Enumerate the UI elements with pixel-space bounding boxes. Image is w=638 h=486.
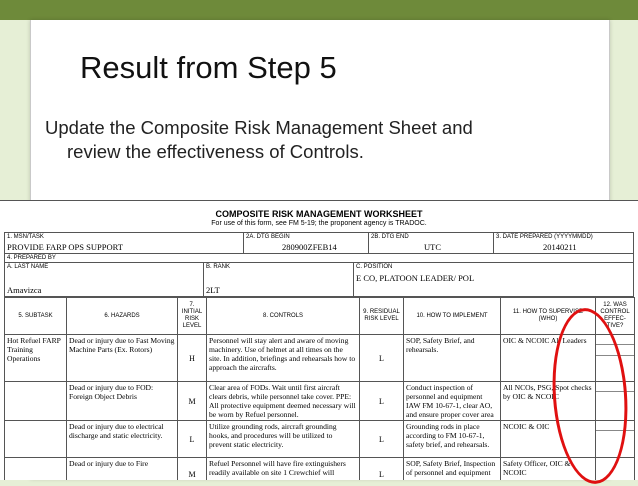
cell-controls: Personnel will stay alert and aware of moving machinery. Use of helmet at all times on the site. In addition, briefings and rehearsals how to approach the aircrafts. [207,335,360,382]
risk-table [4,297,635,480]
date-prepared-label: 3. DATE PREPARED (YYYYMMDD) [496,234,593,240]
cell-subtask [5,382,67,421]
rule [368,232,369,253]
worksheet-note: For use of this form, see FM 5-19; the proponent agency is TRADOC. [211,220,427,227]
cell-residual-risk: L [360,458,404,481]
worksheet-title: COMPOSITE RISK MANAGEMENT WORKSHEET [215,209,423,219]
rule [243,232,244,253]
body-line-2: review the effectiveness of Controls. [67,141,364,162]
date-prepared-value: 20140211 [543,242,577,252]
rule [353,262,354,297]
top-accent-bar [0,0,638,20]
col-header-how-to-supervise: 11. HOW TO SUPERVISE (WHO) [501,298,596,335]
cell-implement: SOP, Safety Brief, Inspection of personnel and equipment [404,458,501,481]
last-name-value: Amavizca [7,285,42,295]
cell-initial-risk: M [178,458,207,481]
table-row [5,458,635,481]
position-label: C. POSITION [356,264,393,270]
slide-title: Result from Step 5 [80,50,337,85]
col-header-residual-risk: 9. RESIDUAL RISK LEVEL [360,298,404,335]
cell-hazard: Dead or injury due to Fast Moving Machine Parts (Ex. Rotors) [67,335,178,382]
msn-task-value: PROVIDE FARP OPS SUPPORT [7,242,123,252]
cell-subtask: Hot Refuel FARP Training Operations [5,335,67,382]
table-header-row [5,298,635,335]
table-row [5,421,635,458]
cell-implement: Grounding rods in place according to FM 10-67-1, safety brief, and rehearsals. [404,421,501,458]
risk-worksheet-image [0,200,638,480]
col-header-how-to-implement: 10. HOW TO IMPLEMENT [404,298,501,335]
dtg-begin-label: 2A. DTG BEGIN [246,234,290,240]
cell-controls: Clear area of FODs. Wait until first aircraft clears debris, while personnel take cover. PPE: All protective equipment deemed necessary will be worn by Refuel personnel. [207,382,360,421]
col-header-control-effective: 12. WAS CONTROL EFFEC- TIVE? [596,298,635,335]
cell-supervise: All NCOs, PSG, Spot checks by OIC & NCOIC [501,382,596,421]
prepared-by-label: 4. PREPARED BY [7,255,56,261]
cell-hazard: Dead or injury due to electrical discharge and static electricity. [67,421,178,458]
rule [4,262,634,263]
rank-label: B. RANK [206,264,231,270]
rule [4,232,634,233]
cell-supervise: NCOIC & OIC [501,421,596,458]
col-header-subtask: 5. SUBTASK [5,298,67,335]
cell-initial-risk: M [178,382,207,421]
rule [4,232,5,297]
cell-hazard: Dead or injury due to Fire [67,458,178,481]
table-row [5,382,635,421]
rule [493,232,494,253]
msn-task-label: 1. MSN/TASK [7,234,44,240]
cell-initial-risk: H [178,335,207,382]
cell-residual-risk: L [360,421,404,458]
slide-body-text [45,116,565,164]
col-header-initial-risk: 7. INITIAL RISK LEVEL [178,298,207,335]
cell-subtask [5,458,67,481]
body-line-1: Update the Composite Risk Management Sheet and [45,117,473,138]
position-value: E CO, PLATOON LEADER/ POL [356,273,475,283]
cell-implement: SOP, Safety Brief, and rehearsals. [404,335,501,382]
cell-residual-risk: L [360,382,404,421]
last-name-label: A. LAST NAME [7,264,49,270]
cell-implement: Conduct inspection of personnel and equipment IAW FM 10-67-1, clear AO, and ensure proper cover area [404,382,501,421]
rule [203,262,204,297]
cell-supervise: OIC & NCOIC All Leaders [501,335,596,382]
cell-controls: Refuel Personnel will have fire extinguishers readily available on site 1 Crewchief will [207,458,360,481]
cell-initial-risk: L [178,421,207,458]
rank-value: 2LT [206,285,220,295]
cell-hazard: Dead or injury due to FOD: Foreign Object Debris [67,382,178,421]
dtg-end-value: UTC [424,242,441,252]
table-row [5,335,635,382]
cell-residual-risk: L [360,335,404,382]
dtg-end-label: 2B. DTG END [371,234,409,240]
col-header-hazards: 6. HAZARDS [67,298,178,335]
cell-controls: Utilize grounding rods, aircraft grounding hooks, and procedures will be utilized to prevent static electricity. [207,421,360,458]
cell-subtask [5,421,67,458]
col-header-controls: 8. CONTROLS [207,298,360,335]
rule [633,232,634,297]
dtg-begin-value: 280900ZFEB14 [282,242,337,252]
cell-supervise: Safety Officer, OIC & NCOIC [501,458,596,481]
rule [4,253,634,254]
